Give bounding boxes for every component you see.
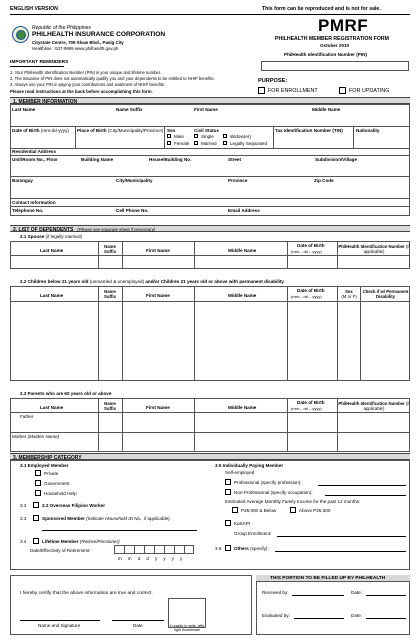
col-building-name: Building Name (81, 157, 114, 162)
private-option: Private (44, 471, 59, 476)
residential-address-label: Residential Address (12, 149, 56, 154)
form-title: PHILHEALTH MEMBER REGISTRATION FORM (275, 36, 389, 42)
married-option: Married (201, 141, 217, 146)
reminder-item: 3. Always use your PIN in paying your contributions and availment of NHIP benefits. (10, 82, 166, 87)
col-house-no: House/Building No. (149, 157, 192, 162)
form-date: October 2010 (320, 43, 350, 48)
col-city: City/Municipality (116, 178, 153, 183)
received-date-label: Date: (351, 590, 362, 595)
household-help-checkbox[interactable] (35, 490, 41, 496)
income-label: Estimated Average Monthly Family Income for the past 12 months: (225, 499, 361, 504)
corp-contact: Healthline : 637-9999 www.philhealth.gov.ph (32, 46, 119, 51)
parents-col-pin: PhilHealth Identification Number (if applicable) (338, 401, 410, 411)
private-checkbox[interactable] (35, 470, 41, 476)
sponsored-checkbox[interactable] (33, 515, 39, 521)
parents-col-suffix: Name Suffix (104, 401, 116, 411)
pin-input-box[interactable] (261, 61, 409, 71)
income-below-option: P25,000 & Below (241, 508, 277, 513)
retirement-date-mask: mmddyyyy (118, 556, 189, 561)
non-professional-label: Non-Professional (specify occupation): (234, 490, 313, 495)
col-cellphone: Cell Phone No. (116, 208, 149, 213)
children-col-middle: Middle Name (228, 293, 257, 298)
sponsored-num: 3.3 (20, 516, 27, 521)
female-option: Female (174, 141, 190, 146)
parents-col-middle: Middle Name (228, 405, 257, 410)
dependents-header: 2. LIST OF DEPENDENTS (Please see separate sheet if necessary) (10, 225, 410, 232)
reminders-title: IMPORTANT REMINDERS (10, 60, 69, 65)
nationality-label: Nationality (356, 128, 380, 133)
col-subdivision: Subdivision/Village (315, 157, 358, 162)
income-above-checkbox[interactable] (290, 507, 296, 513)
updating-checkbox[interactable] (339, 87, 346, 94)
civil-status-label: Civil Status (194, 128, 220, 133)
col-telephone: Telephone No. (12, 208, 44, 213)
name-signature-label: Name and Signature (38, 623, 81, 628)
tin-label: Tax Identification Number (TIN) (275, 128, 343, 133)
parents-col-first: First Name (146, 405, 170, 410)
republic-label: Republic of the Philippines (32, 25, 91, 31)
membership-table (10, 460, 410, 570)
cert-date-label: Date (133, 623, 143, 628)
col-unit-room: Unit/Room No., Floor (12, 157, 58, 162)
contact-info-label: Contact Information (12, 200, 56, 205)
office-title: THIS PORTION TO BE FILLED UP BY PHILHEALTH (270, 576, 386, 581)
professional-checkbox[interactable] (225, 479, 231, 485)
received-by-label: Received by: (262, 590, 289, 595)
evaluated-by-label: Evaluated by: (262, 613, 290, 618)
ofw-label: 3.2 Overseas Filipino Worker (42, 503, 105, 508)
single-checkbox[interactable] (194, 134, 198, 138)
individual-label: 3.5 Individually Paying Member (215, 463, 284, 468)
retirement-label: Date/Effectivity of Retirement: (30, 548, 91, 553)
income-below-checkbox[interactable] (232, 507, 238, 513)
income-above-option: Above P25,000 (299, 508, 331, 513)
spouse-col-dob-fmt: (mm – dd – yyyy) (291, 249, 322, 254)
employed-label: 3.1 Employed Member (20, 463, 69, 468)
single-option: Single (201, 134, 214, 139)
ofw-num: 3.2 (20, 503, 27, 508)
children-label: 2.2 Children below 21 years old (unmarried & unemployed) and/or Children 21 years old or above with permanent disability (20, 279, 284, 284)
children-col-suffix: Name Suffix (104, 289, 116, 299)
children-col-dob-fmt: (mm – dd – yyyy) (291, 294, 322, 299)
lifetime-checkbox[interactable] (33, 538, 39, 544)
non-professional-checkbox[interactable] (225, 489, 231, 495)
philhealth-logo (12, 26, 29, 43)
married-checkbox[interactable] (194, 141, 198, 145)
children-col-last: Last Name (40, 293, 64, 298)
government-option: Government (44, 481, 70, 486)
children-col-sex: Sex (M or F) (341, 289, 357, 299)
mother-label: Mother (Maiden Name) (12, 434, 60, 439)
col-name-suffix: Name Suffix (116, 107, 143, 112)
others-num: 3.6 (215, 546, 222, 551)
government-checkbox[interactable] (35, 480, 41, 486)
spouse-col-last: Last Name (40, 248, 64, 253)
col-street: Street (228, 157, 242, 162)
pin-label: PhilHealth Identification Number (PIN) (284, 52, 367, 57)
office-box (256, 575, 410, 635)
sex-label: Sex (167, 128, 176, 133)
col-email: Email Address (228, 208, 260, 213)
updating-option: FOR UPDATING (349, 88, 390, 94)
household-help-option: Household Help (44, 491, 77, 496)
version-label: ENGLISH VERSION (10, 6, 58, 12)
corp-name: PHILHEALTH INSURANCE CORPORATION (32, 31, 166, 38)
col-zip: Zip Code (314, 178, 334, 183)
separated-checkbox[interactable] (223, 141, 227, 145)
widower-checkbox[interactable] (223, 134, 227, 138)
enrollment-option: FOR ENROLLMENT (268, 88, 318, 94)
pob-label: Place of Birth (City/Municipality/Province) (77, 128, 164, 133)
corp-address: Citystate Centre, 709 Shaw Blvd., Pasig City (32, 40, 124, 45)
col-barangay: Barangay (12, 178, 33, 183)
spouse-col-first: First Name (146, 248, 170, 253)
spouse-col-pin: PhilHealth Identification Number (if applicable) (338, 244, 410, 254)
reminders-note: Please read instructions at the back before accomplishing this form. (10, 89, 153, 94)
kasapi-label: KaSAPI (234, 521, 251, 526)
reminder-item: 2. The issuance of PIN does not automatically qualify you and your dependents to be entitled to NHIP benefits. (10, 76, 215, 81)
reproduction-notice: This form can be reproduced and is not for sale. (262, 6, 381, 12)
lifetime-num: 3.4 (20, 539, 27, 544)
col-province: Province (228, 178, 248, 183)
children-col-dob: Date of Birth (297, 288, 325, 293)
reminder-item: 1. Your PhilHealth Identification Number (PIN) is your unique and lifetime number. (10, 70, 162, 75)
others-checkbox[interactable] (225, 545, 231, 551)
group-enrollment-label: Group Enrollment: (234, 531, 272, 536)
parents-col-dob: Date of Birth (297, 400, 325, 405)
enrollment-checkbox[interactable] (258, 87, 265, 94)
lifetime-label: Lifetime Member (Retiree/Pensioner) (42, 539, 120, 544)
sponsored-label: Sponsored Member (Indicate Household ID No., if applicable) (42, 516, 170, 521)
purpose-label: PURPOSE: (258, 78, 288, 84)
parents-col-dob-fmt: (mm – dd – yyyy) (291, 406, 322, 411)
col-first-name: First Name (194, 107, 218, 112)
spouse-label: 2.1 Spouse (if legally married) (20, 234, 83, 239)
spouse-col-middle: Middle Name (228, 248, 257, 253)
male-option: Male (174, 134, 184, 139)
dob-label: Date of Birth (mm-dd-yyyy) (12, 128, 69, 133)
ofw-checkbox[interactable] (33, 502, 39, 508)
kasapi-checkbox[interactable] (225, 520, 231, 526)
father-label: Father (20, 414, 34, 419)
member-info-header: 1. MEMBER INFORMATION (10, 97, 410, 104)
parents-label: 2.3 Parents who are 60 years old or above (20, 391, 112, 396)
certification-text: I hereby certify that the above information are true and correct. (20, 591, 153, 596)
col-last-name: Last Name (12, 107, 36, 112)
professional-label: Professional (specify profession): (234, 480, 302, 485)
evaluated-date-label: Date: (351, 613, 362, 618)
widower-option: Widow(er) (230, 134, 251, 139)
children-col-disability: Check if w/ Permanent Disability (362, 289, 409, 299)
separated-option: Legally Separated (230, 141, 268, 146)
self-employed-label: Self-employed (225, 470, 255, 475)
male-checkbox[interactable] (167, 134, 171, 138)
membership-header: 3. MEMBERSHIP CATEGORY (10, 453, 410, 460)
spouse-col-dob: Date of Birth (297, 243, 325, 248)
parents-col-last: Last Name (40, 405, 64, 410)
others-label: Others (specify): (234, 546, 269, 551)
form-code: PMRF (318, 16, 369, 35)
children-col-first: First Name (146, 293, 170, 298)
spouse-col-suffix: Name Suffix (104, 244, 116, 254)
female-checkbox[interactable] (167, 141, 171, 145)
thumbmark-note: If unable to write, affix right thumbmark (169, 624, 205, 632)
col-middle-name: Middle Name (312, 107, 341, 112)
